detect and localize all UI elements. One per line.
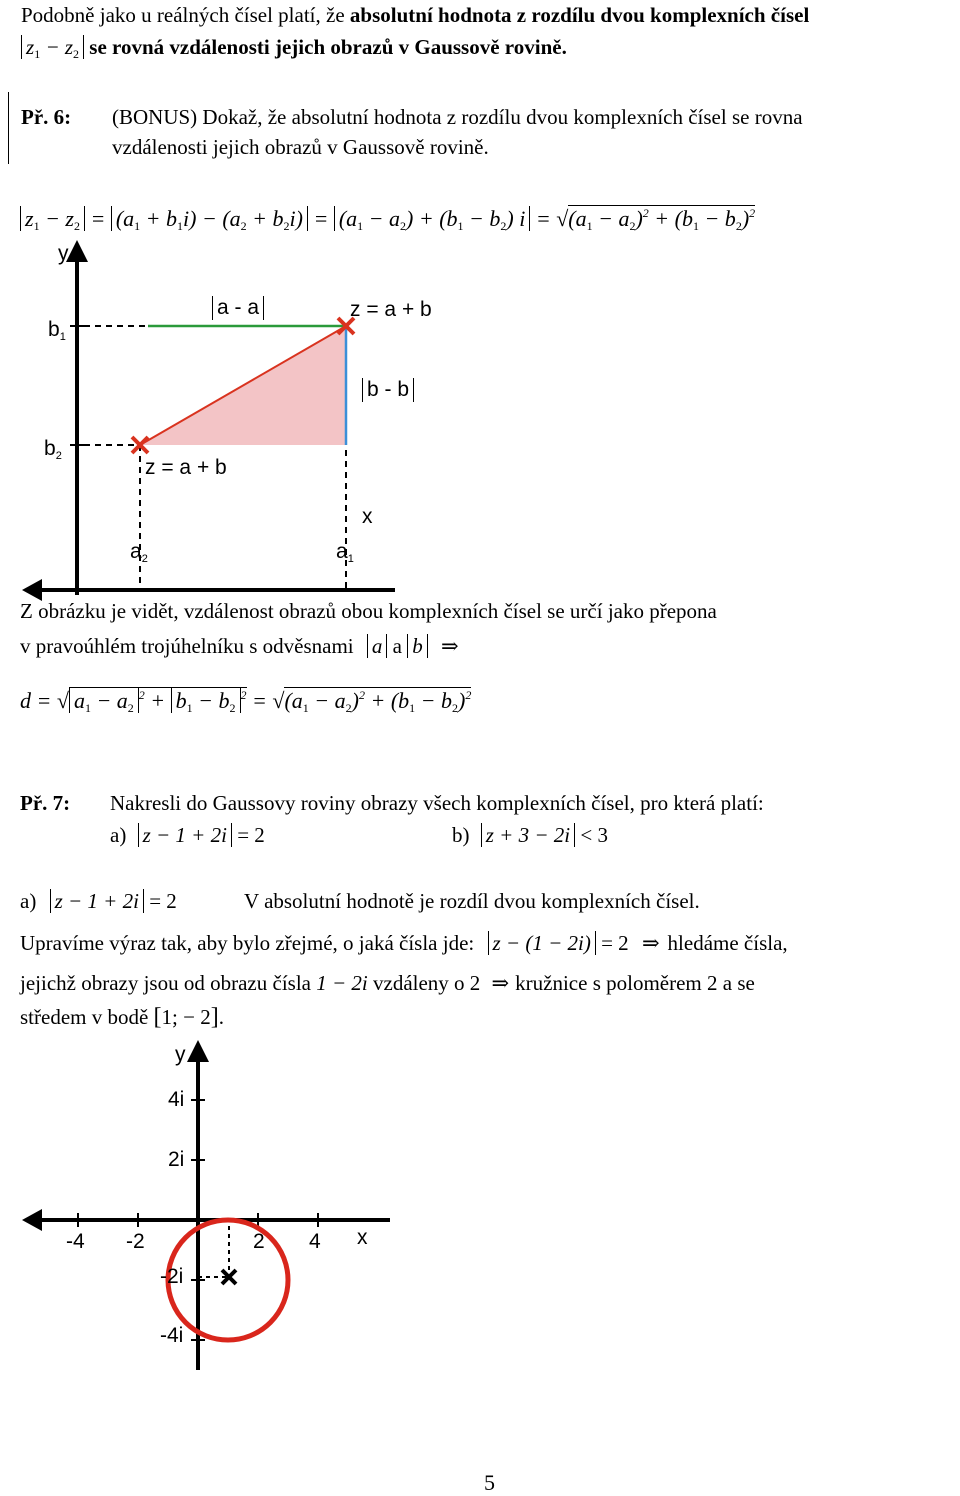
ex7-label: Př. 7: <box>20 791 71 815</box>
proof-text-2: v pravoúhlém trojúhelníku s odvěsnami a a b ⇒ <box>20 634 459 658</box>
d2-x-label: x <box>357 1226 368 1249</box>
d1-b1-label: $b_1$ <box>48 318 66 343</box>
intro-line-2: $z_1 - z_2$ se rovná vzdálenosti jejich obrazů v Gaussově rovině. <box>21 34 567 67</box>
d2-x-arrow <box>22 1209 42 1231</box>
d1-z1-label: z = a + b <box>350 298 432 321</box>
d1-y-label: y <box>58 242 69 265</box>
proof-text-1: Z obrázku je vidět, vzdálenost obrazů obou komplexních čísel se určí jako přepona <box>20 599 717 623</box>
ex6-label: Př. 6: <box>21 105 72 129</box>
d2-ytick-2i: 2i <box>168 1148 185 1171</box>
d1-diff-a: a - a <box>212 296 264 320</box>
proof-d-formula: d = √ $a_1 - a_2^2 + b_1 - b_2^2 = √(a_1 - a_2)^2 + (b_1 - b_2)^2$ <box>20 688 472 715</box>
proof-formula: $z_1 - z_2 = (a_1 + b_1i) - (a_2 + b_2i) = (a_1 - a_2) + (b_1 - b_2) i = √(a_1 - a_2)^2 + (b_1 - b_2)^2$ <box>20 200 755 239</box>
d2-y-label: y <box>175 1043 186 1066</box>
ex6-text-1: (BONUS) Dokaž, že absolutní hodnota z rozdílu dvou komplexních čísel se rovna <box>112 105 803 129</box>
d2-xtick-m4: -4 <box>66 1230 85 1253</box>
d1-a2-label: $a_2$ <box>130 540 148 565</box>
sol-a: a) z − 1 + 2i = 2 V absolutní hodnotě je rozdíl dvou komplexních čísel. <box>20 889 700 913</box>
sol-line-3: jejichž obrazy jsou od obrazu čísla 1 − 2i vzdáleny o 2 ⇒ kružnice s poloměrem 2 a se <box>20 971 755 995</box>
ex6-text-2: vzdálenosti jejich obrazů v Gaussově rovině. <box>112 135 489 159</box>
d1-b2-label: $b_2$ <box>44 437 62 462</box>
d2-y-arrow <box>187 1040 209 1062</box>
ex7-a: a) z − 1 + 2i = 2 <box>110 823 265 847</box>
intro-line-1: Podobně jako u reálných čísel platí, že absolutní hodnota z rozdílu dvou komplexních čísel <box>21 3 810 27</box>
sol-line-2: Upravíme výraz tak, aby bylo zřejmé, o jaká čísla jde: z − (1 − 2i) = 2 ⇒ hledáme čísla, <box>20 931 788 955</box>
d2-ytick-m4i: -4i <box>160 1324 184 1347</box>
ex7-b: b) z + 3 − 2i < 3 <box>452 823 608 847</box>
d1-diff-b: b - b <box>362 378 414 402</box>
d2-xtick-m2: -2 <box>126 1230 145 1253</box>
d2-ytick-m2i: -2i <box>160 1265 184 1288</box>
d1-x-label: x <box>362 505 373 528</box>
d1-z2-label: z = a + b <box>145 456 227 479</box>
d2-ytick-4i: 4i <box>168 1088 185 1111</box>
ex7-text: Nakresli do Gaussovy roviny obrazy všech komplexních čísel, pro která platí: <box>110 791 764 815</box>
d2-xtick-4: 4 <box>309 1230 321 1253</box>
page-number: 5 <box>484 1470 495 1495</box>
sol-line-4: středem v bodě [1; − 2]. <box>20 1004 224 1030</box>
d2-xtick-2: 2 <box>253 1230 265 1253</box>
d1-a1-label: $a_1$ <box>336 540 354 565</box>
